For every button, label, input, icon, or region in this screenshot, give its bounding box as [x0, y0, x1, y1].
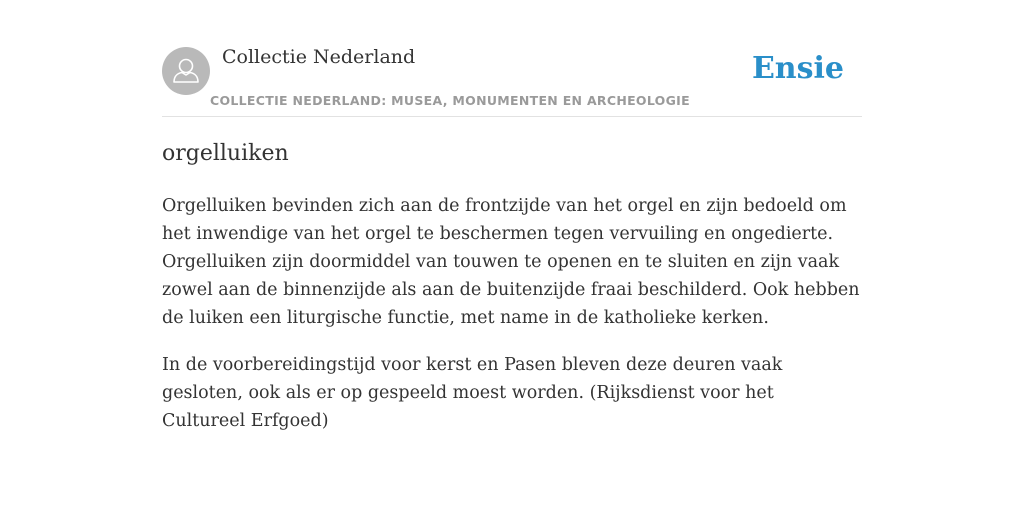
entry-card — [162, 0, 862, 512]
user-silhouette-icon — [162, 47, 210, 95]
entry-header — [162, 0, 862, 117]
entry-paragraph-1: Orgelluiken bevinden zich aan de frontzijde van het orgel en zijn bedoeld om het inwendige van het orgel te beschermen tegen vervuiling en ongedierte. Orgelluiken zijn doormiddel van touwen te openen en te sluiten en zijn vaak zowel aan de binnenzijde als aan de buitenzijde fraai beschilderd. Ook hebben de luiken een liturgische functie, met name in de katholieke kerken. — [162, 196, 860, 328]
ensie-logo[interactable]: Ensie — [751, 51, 844, 86]
entry-title: orgelluiken — [162, 141, 289, 166]
entry-paragraph-2: In de voorbereidingstijd voor kerst en Pasen bleven deze deuren vaak gesloten, ook als er op gespeeld moest worden. (Rijksdienst voor het Cultureel Erfgoed) — [162, 355, 783, 431]
author-avatar[interactable] — [162, 47, 210, 95]
author-subtitle[interactable]: COLLECTIE NEDERLAND: MUSEA, MONUMENTEN EN ARCHEOLOGIE — [210, 93, 690, 108]
author-name[interactable]: Collectie Nederland — [222, 46, 416, 68]
